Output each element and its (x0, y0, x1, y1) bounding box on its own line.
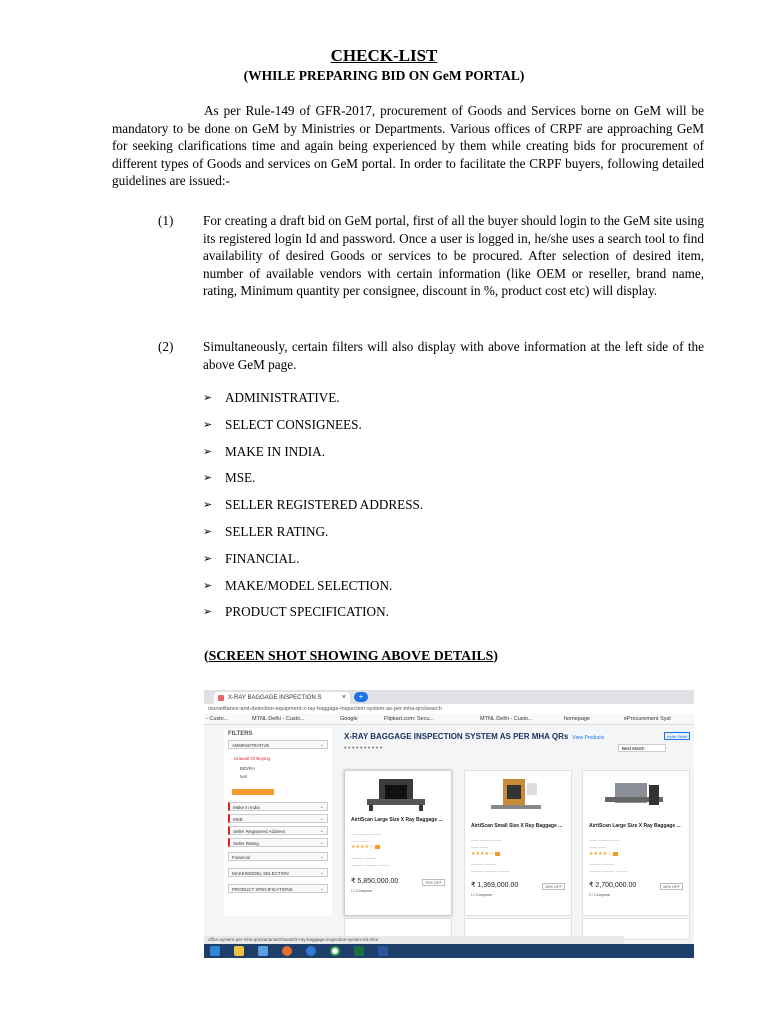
product-meta: —— ——— —— (589, 837, 620, 842)
windows-taskbar (204, 944, 694, 958)
document-title: CHECK-LIST (330, 46, 438, 65)
xray-machine-image (485, 775, 547, 813)
new-tab-button[interactable]: + (354, 692, 368, 702)
list-item: ➢ FINANCIAL. (203, 549, 423, 576)
xray-machine-image (365, 775, 427, 813)
invite-seller-button[interactable]: Invite Seller (664, 732, 690, 740)
product-meta: —— —— (589, 844, 607, 849)
bookmark-item[interactable]: Flipkart.com: Secu... (384, 716, 435, 722)
bookmark-item[interactable]: homepage (564, 716, 590, 722)
chevron-down-icon: ⌄ (319, 828, 324, 834)
store-icon[interactable] (258, 946, 268, 956)
product-meta: ——— ——— (589, 861, 615, 866)
filter-bullet-list (203, 388, 423, 629)
status-bar: office.system-per-mha-qrs/varianta/mhaset/X-ray-baggage-inspection-system-kit-mha (204, 936, 624, 944)
product-heading: X-RAY BAGGAGE INSPECTION SYSTEM AS PER MHA QRs View Products (344, 732, 605, 741)
product-card[interactable] (344, 770, 452, 916)
chevron-down-icon: ⌄ (319, 870, 324, 876)
arrow-bullet-icon: ➢ (203, 472, 213, 485)
product-name: AirtiScan Large Size X Ray Baggage ... (351, 817, 443, 823)
bookmark-item[interactable]: MTNL Delhi - Custo... (480, 716, 533, 722)
filter-mse[interactable]: MSE ⌄ (228, 814, 328, 823)
screenshot-caption: (SCREEN SHOT SHOWING ABOVE DETAILS) (204, 648, 498, 663)
edge-icon[interactable] (306, 946, 316, 956)
arrow-bullet-icon: ➢ (203, 418, 213, 431)
rating-badge (375, 845, 380, 849)
chevron-down-icon: ⌄ (319, 854, 324, 860)
filter-administrative[interactable]: ADMINISTRATIVE ⌄ (228, 740, 328, 749)
filter-option[interactable]: Unavail Of Buying (234, 756, 271, 761)
chevron-down-icon: ⌄ (319, 742, 324, 748)
system-tray (628, 947, 688, 955)
xray-machine-image (603, 775, 665, 813)
arrow-bullet-icon: ➢ (203, 525, 213, 538)
rating-stars: ★★★★☆ (589, 851, 618, 857)
arrow-bullet-icon: ➢ (203, 579, 213, 592)
list-item: ➢ MAKE/MODEL SELECTION. (203, 576, 423, 603)
arrow-bullet-icon: ➢ (203, 552, 213, 565)
product-card[interactable] (464, 770, 572, 916)
view-products-link[interactable]: View Products (572, 735, 605, 741)
word-icon[interactable] (378, 946, 388, 956)
intro-paragraph (112, 102, 704, 190)
close-icon[interactable]: × (341, 694, 346, 701)
compare-checkbox[interactable]: ☐ Compare (351, 888, 373, 893)
filter-option[interactable]: BID/RA (240, 766, 256, 771)
product-meta: ——— ——— (471, 861, 497, 866)
discount-badge: 70% OFF (422, 879, 445, 886)
chevron-down-icon: ⌄ (319, 804, 324, 810)
document-subtitle: (WHILE PREPARING BID ON GeM PORTAL) (243, 68, 525, 83)
arrow-bullet-icon: ➢ (203, 392, 213, 404)
filter-financial[interactable]: Financial ⌄ (228, 852, 328, 861)
list-item: ➢ SELLER RATING. (203, 522, 423, 549)
sort-select[interactable]: Best Match (618, 744, 666, 752)
product-name: AirtiScan Small Size X Ray Baggage ... (471, 823, 563, 829)
browser-tab-bar (204, 690, 694, 704)
rating-stars: ★★★★☆ (471, 851, 500, 857)
filter-seller-address[interactable]: Seller Registered Address ⌄ (228, 826, 328, 835)
list-item: ➢ PRODUCT SPECIFICATION. (203, 602, 423, 629)
excel-icon[interactable] (354, 946, 364, 956)
product-price: ₹ 2,700,000.00 (589, 882, 637, 889)
chevron-down-icon: ⌄ (319, 886, 324, 892)
rating-stars: ★★★★☆ (351, 844, 380, 850)
gem-favicon-icon (218, 695, 224, 701)
bookmark-item[interactable]: MTNL Delhi - Custo... (252, 716, 305, 722)
product-meta: —— ——— —— (351, 831, 382, 836)
list-item: ➢ MAKE IN INDIA. (203, 442, 423, 469)
bookmark-item[interactable]: - Custo... (206, 716, 229, 722)
windows-start-icon[interactable] (210, 946, 220, 956)
chevron-down-icon: ⌄ (319, 840, 324, 846)
intro-text: As per Rule-149 of GFR-2017, procurement of Goods and Services borne on GeM will be mandatory to be done on GeM by Ministries or Departments. Various offices of CRPF are approaching GeM for seeking clarifications time and again being experienced by them while creating bids for procurement of different types of Goods and services on GeM portal. In order to facilitate the CRPF buyers, following detailed guidelines are issued:- (112, 103, 704, 189)
filter-product-specs[interactable]: PRODUCT SPECIFICATIONS ⌄ (228, 884, 328, 893)
rating-badge (613, 852, 618, 856)
list-item: ➢ SELLER REGISTERED ADDRESS. (203, 495, 423, 522)
filter-make-model[interactable]: MAKE/MODEL SELECTION ⌄ (228, 868, 328, 877)
product-meta: —— ——— —— (471, 837, 502, 842)
item-number: (2) (158, 339, 174, 354)
arrow-bullet-icon: ➢ (203, 499, 213, 512)
product-meta: ——— ——— ——— (589, 868, 628, 873)
item-text: For creating a draft bid on GeM portal, first of all the buyer should login to the GeM site using its registered login Id and password. Once a user is logged in, he/she uses a search tool to find availability of desired Goods or services to be procured. After selection of desired item, number of available vendors with certain information (like OEM or reseller, brand name, rating, Minimum quantity per consignee, discount in %, product cost etc) will display. (203, 213, 704, 299)
firefox-icon[interactable] (282, 946, 292, 956)
discount-badge: 18% OFF (542, 883, 565, 890)
chevron-down-icon: ⌄ (319, 816, 324, 822)
product-meta: ——— ——— ——— (351, 862, 390, 867)
filter-seller-rating[interactable]: Seller Rating ⌄ (228, 838, 328, 847)
item-text: Simultaneously, certain filters will also display with above information at the left side of the above GeM page. (203, 339, 704, 372)
list-item: ➢ MSE. (203, 468, 423, 495)
product-meta: ——— ——— (351, 855, 377, 860)
product-name: AirtiScan Large Size X Ray Baggage ... (589, 823, 681, 829)
results-toolbar: ● ● ● ● ● ● ● ● ● ● (344, 745, 383, 750)
arrow-bullet-icon: ➢ (203, 445, 213, 458)
filters-heading: FILTERS (228, 731, 253, 737)
compare-checkbox[interactable]: ☐ Compare (589, 892, 611, 897)
discount-badge: 18% OFF (660, 883, 683, 890)
rating-badge (495, 852, 500, 856)
apply-filter-button[interactable] (232, 789, 274, 795)
filters-panel (224, 728, 332, 916)
product-price: ₹ 1,369,000.00 (471, 882, 519, 889)
filter-option[interactable]: Ivel (240, 774, 248, 779)
filter-make-in-india[interactable]: Make in India ⌄ (228, 802, 328, 811)
arrow-bullet-icon: ➢ (203, 606, 213, 619)
item-number: (1) (158, 213, 174, 228)
list-item: ➢ ADMINISTRATIVE. (203, 388, 423, 415)
bookmark-item[interactable]: eProcurement Syst (624, 716, 671, 722)
gem-portal-screenshot (204, 690, 694, 958)
folder-icon[interactable] (234, 946, 244, 956)
bookmark-item[interactable]: Google (340, 716, 358, 722)
address-bar[interactable]: /surveillance-and-detection-equipment-x-ray-baggage-inspection-system-as-per-mha-qrs/search (204, 704, 694, 714)
bookmarks-bar (204, 714, 694, 725)
product-meta: ——— ——— ——— (471, 868, 510, 873)
product-meta: —— —— (351, 838, 369, 843)
compare-checkbox[interactable]: ☐ Compare (471, 892, 493, 897)
product-price: ₹ 5,850,000.00 (351, 878, 399, 885)
product-meta: —— —— (471, 844, 489, 849)
product-card[interactable] (582, 770, 690, 916)
chrome-icon[interactable] (330, 946, 340, 956)
browser-tab[interactable]: X-RAY BAGGAGE INSPECTION S × (214, 692, 350, 704)
list-item: ➢ SELECT CONSIGNEES. (203, 415, 423, 442)
